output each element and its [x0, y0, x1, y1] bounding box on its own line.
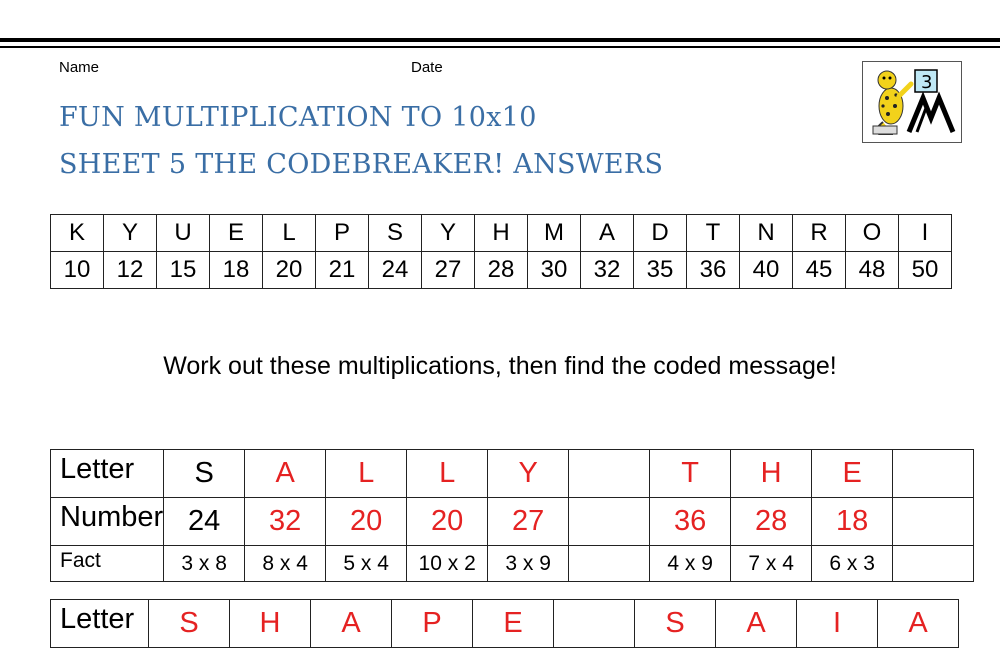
- code-number-cell: 21: [316, 252, 369, 289]
- puzzle-table-1: [50, 449, 974, 582]
- puzzle-letter-row: [51, 600, 959, 648]
- row-label-letter: Letter: [51, 600, 149, 648]
- instruction-text: Work out these multiplications, then find the coded message!: [163, 352, 837, 380]
- puzzle-table-2: [50, 599, 959, 648]
- code-number-cell: 40: [740, 252, 793, 289]
- code-letter-cell: A: [581, 215, 634, 252]
- answer-letter-cell: Y: [488, 450, 569, 498]
- top-rule-thin: [0, 46, 1000, 48]
- answer-letter-cell: [554, 600, 635, 648]
- fact-cell: 4 x 9: [650, 546, 731, 582]
- code-letter-cell: M: [528, 215, 581, 252]
- answer-letter-cell: H: [230, 600, 311, 648]
- code-letter-cell: T: [687, 215, 740, 252]
- answer-number-cell: 32: [245, 498, 326, 546]
- fact-cell: [893, 546, 974, 582]
- answer-letter-cell: T: [650, 450, 731, 498]
- code-number-cell: 20: [263, 252, 316, 289]
- code-letter-cell: E: [210, 215, 263, 252]
- code-number-cell: 15: [157, 252, 210, 289]
- answer-number-cell: 18: [812, 498, 893, 546]
- code-letter-cell: P: [316, 215, 369, 252]
- answer-number-cell: 20: [407, 498, 488, 546]
- answer-letter-cell: S: [635, 600, 716, 648]
- fact-cell: [569, 546, 650, 582]
- row-label-fact: Fact: [51, 546, 164, 582]
- code-number-cell: 18: [210, 252, 263, 289]
- answer-number-cell: [569, 498, 650, 546]
- puzzle-fact-row: [51, 546, 974, 582]
- code-number-cell: 35: [634, 252, 687, 289]
- logo: [862, 61, 962, 143]
- answer-letter-cell: L: [407, 450, 488, 498]
- fact-cell: 10 x 2: [407, 546, 488, 582]
- answer-letter-cell: A: [878, 600, 959, 648]
- answer-letter-cell: A: [716, 600, 797, 648]
- answer-letter-cell: S: [164, 450, 245, 498]
- row-label-letter: Letter: [51, 450, 164, 498]
- svg-text:3: 3: [921, 72, 933, 93]
- answer-letter-cell: E: [812, 450, 893, 498]
- answer-number-cell: 24: [164, 498, 245, 546]
- puzzle-number-row: [51, 498, 974, 546]
- fact-cell: 3 x 8: [164, 546, 245, 582]
- fact-cell: 3 x 9: [488, 546, 569, 582]
- code-letter-cell: R: [793, 215, 846, 252]
- answer-number-cell: 20: [326, 498, 407, 546]
- fact-cell: 7 x 4: [731, 546, 812, 582]
- answer-letter-cell: A: [311, 600, 392, 648]
- answer-letter-cell: E: [473, 600, 554, 648]
- code-letter-row: [51, 215, 952, 252]
- code-number-cell: 28: [475, 252, 528, 289]
- code-letter-cell: U: [157, 215, 210, 252]
- name-label: Name: [59, 59, 100, 76]
- code-number-row: [51, 252, 952, 289]
- answer-letter-cell: [893, 450, 974, 498]
- fact-cell: 5 x 4: [326, 546, 407, 582]
- code-number-cell: 32: [581, 252, 634, 289]
- answer-letter-cell: A: [245, 450, 326, 498]
- code-letter-cell: I: [899, 215, 952, 252]
- puzzle-letter-row: [51, 450, 974, 498]
- answer-number-cell: 28: [731, 498, 812, 546]
- top-rule: [0, 38, 1000, 42]
- code-letter-cell: D: [634, 215, 687, 252]
- code-number-cell: 27: [422, 252, 475, 289]
- date-label: Date: [411, 59, 443, 76]
- fact-cell: 8 x 4: [245, 546, 326, 582]
- fact-cell: 6 x 3: [812, 546, 893, 582]
- leopard-logo-icon: [863, 62, 961, 142]
- answer-letter-cell: S: [149, 600, 230, 648]
- answer-letter-cell: I: [797, 600, 878, 648]
- code-number-cell: 30: [528, 252, 581, 289]
- code-number-cell: 48: [846, 252, 899, 289]
- code-key-table: [50, 214, 952, 289]
- code-letter-cell: O: [846, 215, 899, 252]
- answer-letter-cell: L: [326, 450, 407, 498]
- code-number-cell: 10: [51, 252, 104, 289]
- code-letter-cell: K: [51, 215, 104, 252]
- code-letter-cell: S: [369, 215, 422, 252]
- answer-number-cell: [893, 498, 974, 546]
- answer-letter-cell: P: [392, 600, 473, 648]
- code-letter-cell: Y: [104, 215, 157, 252]
- code-number-cell: 45: [793, 252, 846, 289]
- page-title: FUN MULTIPLICATION TO 10x10: [59, 102, 537, 133]
- answer-letter-cell: H: [731, 450, 812, 498]
- answer-letter-cell: [569, 450, 650, 498]
- code-number-cell: 36: [687, 252, 740, 289]
- code-letter-cell: H: [475, 215, 528, 252]
- answer-number-cell: 27: [488, 498, 569, 546]
- code-letter-cell: Y: [422, 215, 475, 252]
- code-letter-cell: L: [263, 215, 316, 252]
- code-number-cell: 24: [369, 252, 422, 289]
- code-number-cell: 50: [899, 252, 952, 289]
- page-subtitle: SHEET 5 THE CODEBREAKER! ANSWERS: [59, 149, 664, 180]
- answer-number-cell: 36: [650, 498, 731, 546]
- row-label-number: Number: [51, 498, 164, 546]
- code-number-cell: 12: [104, 252, 157, 289]
- code-letter-cell: N: [740, 215, 793, 252]
